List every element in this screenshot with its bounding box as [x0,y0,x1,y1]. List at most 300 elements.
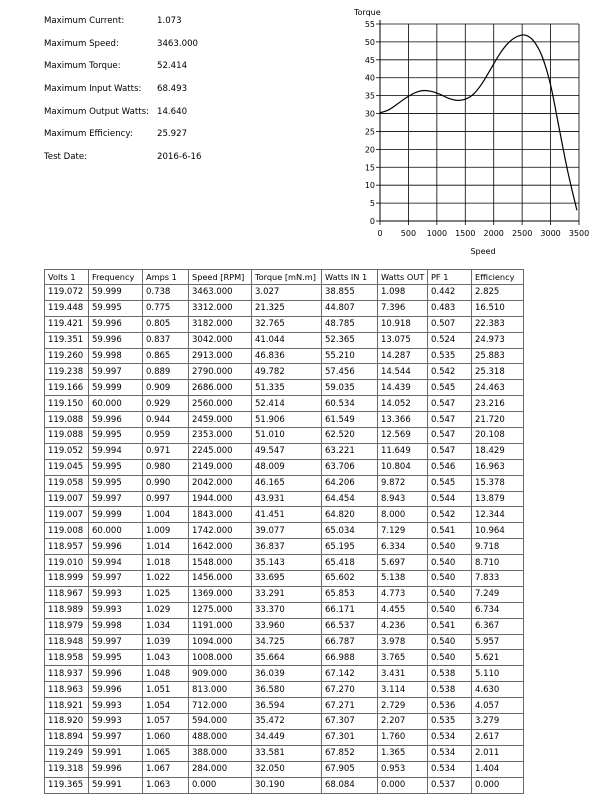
summary-row-max-output-watts [44,101,284,124]
table-cell: 0.535 [428,714,472,730]
table-cell: 67.905 [322,761,378,777]
y-tick-label: 5 [369,199,375,209]
table-cell: 0.775 [143,300,189,316]
table-cell: 59.993 [89,602,143,618]
table-cell: 48.785 [322,316,378,332]
table-row [45,666,524,682]
table-cell: 2353.000 [189,428,252,444]
table-cell: 59.991 [89,777,143,793]
table-cell: 36.837 [252,539,322,555]
table-cell: 119.058 [45,475,89,491]
table-cell: 35.472 [252,714,322,730]
table-cell: 59.993 [89,698,143,714]
x-tick-label: 1500 [455,229,476,238]
table-cell: 51.906 [252,412,322,428]
table-cell: 119.249 [45,745,89,761]
table-cell: 14.544 [378,364,428,380]
table-cell: 52.414 [252,396,322,412]
table-cell: 118.957 [45,539,89,555]
table-cell: 1.043 [143,650,189,666]
table-cell: 7.396 [378,300,428,316]
y-tick-label: 55 [364,20,375,29]
table-cell: 59.993 [89,586,143,602]
table-cell: 388.000 [189,745,252,761]
table-cell: 43.931 [252,491,322,507]
table-cell: 119.007 [45,507,89,523]
table-cell: 36.594 [252,698,322,714]
summary-value: 2016-6-16 [157,152,202,163]
table-cell: 1.057 [143,714,189,730]
table-cell: 118.979 [45,618,89,634]
table-cell: 0.535 [428,348,472,364]
table-cell: 0.545 [428,475,472,491]
table-cell: 59.995 [89,459,143,475]
table-cell: 119.072 [45,285,89,301]
column-header: Volts 1 [45,270,89,285]
column-header: Frequency [89,270,143,285]
table-cell: 118.958 [45,650,89,666]
table-cell: 59.995 [89,428,143,444]
column-header: PF 1 [428,270,472,285]
table-cell: 59.995 [89,650,143,666]
table-row [45,618,524,634]
table-cell: 12.569 [378,428,428,444]
table-cell: 0.541 [428,523,472,539]
table-cell: 2042.000 [189,475,252,491]
table-cell: 61.549 [322,412,378,428]
table-cell: 65.853 [322,586,378,602]
table-cell: 5.621 [472,650,524,666]
table-row [45,412,524,428]
table-cell: 59.993 [89,714,143,730]
summary-label: Maximum Speed: [44,38,119,49]
table-cell: 22.383 [472,316,524,332]
table-row [45,523,524,539]
table-cell: 5.110 [472,666,524,682]
x-tick-label: 3500 [568,229,590,238]
table-row [45,634,524,650]
table-cell: 13.879 [472,491,524,507]
table-cell: 14.287 [378,348,428,364]
table-cell: 0.538 [428,666,472,682]
table-row [45,571,524,587]
table-cell: 0.929 [143,396,189,412]
table-cell: 8.943 [378,491,428,507]
table-cell: 51.010 [252,428,322,444]
table-row [45,348,524,364]
table-cell: 60.534 [322,396,378,412]
table-row [45,539,524,555]
table-cell: 118.948 [45,634,89,650]
table-cell: 6.334 [378,539,428,555]
table-cell: 0.837 [143,332,189,348]
table-cell: 32.765 [252,316,322,332]
table-cell: 18.429 [472,443,524,459]
table-cell: 119.088 [45,412,89,428]
table-cell: 64.206 [322,475,378,491]
table-cell: 49.547 [252,443,322,459]
table-cell: 1.067 [143,761,189,777]
table-cell: 0.534 [428,745,472,761]
table-cell: 14.052 [378,396,428,412]
table-cell: 119.238 [45,364,89,380]
table-cell: 119.260 [45,348,89,364]
table-cell: 2459.000 [189,412,252,428]
table-row [45,729,524,745]
table-cell: 0.538 [428,682,472,698]
table-cell: 1.098 [378,285,428,301]
table-row [45,777,524,793]
x-tick-label: 3000 [540,229,561,238]
y-tick-label: 50 [364,37,375,47]
table-cell: 13.075 [378,332,428,348]
table-cell: 1843.000 [189,507,252,523]
table-cell: 1.365 [378,745,428,761]
table-cell: 2.617 [472,729,524,745]
table-cell: 65.195 [322,539,378,555]
x-tick-label: 0 [377,229,383,238]
table-cell: 0.959 [143,428,189,444]
table-cell: 34.449 [252,729,322,745]
table-cell: 1.063 [143,777,189,793]
table-cell: 1191.000 [189,618,252,634]
summary-label: Maximum Input Watts: [44,84,142,95]
table-cell: 13.366 [378,412,428,428]
table-cell: 0.507 [428,316,472,332]
table-row [45,380,524,396]
chart-ticks [365,20,589,238]
summary-value: 25.927 [157,129,188,140]
table-cell: 3.978 [378,634,428,650]
table-cell: 67.271 [322,698,378,714]
table-cell: 3182.000 [189,316,252,332]
table-cell: 65.418 [322,555,378,571]
table-cell: 32.050 [252,761,322,777]
table-cell: 7.249 [472,586,524,602]
summary-value: 3463.000 [157,38,199,49]
y-tick-label: 0 [369,217,375,226]
table-cell: 5.697 [378,555,428,571]
table-cell: 2.011 [472,745,524,761]
x-axis-label: Speed [470,247,496,256]
summary-value: 14.640 [157,106,188,117]
table-row [45,475,524,491]
table-cell: 2913.000 [189,348,252,364]
table-cell: 2149.000 [189,459,252,475]
table-cell: 16.963 [472,459,524,475]
table-cell: 66.537 [322,618,378,634]
summary-row-max-speed [44,33,284,56]
table-cell: 59.997 [89,634,143,650]
table-cell: 4.630 [472,682,524,698]
table-cell: 594.000 [189,714,252,730]
table-cell: 63.706 [322,459,378,475]
table-cell: 0.000 [472,777,524,793]
table-cell: 4.773 [378,586,428,602]
x-tick-label: 1000 [426,229,448,238]
table-cell: 59.994 [89,443,143,459]
table-cell: 119.421 [45,316,89,332]
table-cell: 0.542 [428,507,472,523]
summary-panel [44,10,284,169]
table-cell: 15.378 [472,475,524,491]
column-header: Torque [mN.m] [252,270,322,285]
table-cell: 25.318 [472,364,524,380]
table-cell: 59.996 [89,666,143,682]
table-cell: 5.957 [472,634,524,650]
summary-value: 52.414 [157,61,188,72]
table-row [45,459,524,475]
table-cell: 119.008 [45,523,89,539]
table-cell: 0.805 [143,316,189,332]
y-tick-label: 45 [364,55,375,65]
table-cell: 0.738 [143,285,189,301]
table-row [45,300,524,316]
chart-grid [380,24,579,221]
table-cell: 59.996 [89,316,143,332]
table-cell: 119.351 [45,332,89,348]
table-cell: 35.664 [252,650,322,666]
table-cell: 0.889 [143,364,189,380]
table-cell: 1.029 [143,602,189,618]
table-cell: 2790.000 [189,364,252,380]
table-cell: 64.454 [322,491,378,507]
table-cell: 66.988 [322,650,378,666]
table-cell: 48.009 [252,459,322,475]
table-cell: 3.765 [378,650,428,666]
table-cell: 59.035 [322,380,378,396]
table-cell: 119.365 [45,777,89,793]
table-row [45,396,524,412]
table-row [45,316,524,332]
table-cell: 119.150 [45,396,89,412]
table-cell: 59.999 [89,507,143,523]
table-cell: 1008.000 [189,650,252,666]
y-tick-label: 25 [364,127,375,137]
table-cell: 909.000 [189,666,252,682]
table-cell: 0.540 [428,650,472,666]
table-cell: 35.143 [252,555,322,571]
table-cell: 1.022 [143,571,189,587]
table-cell: 25.883 [472,348,524,364]
table-cell: 0.547 [428,428,472,444]
table-cell: 41.451 [252,507,322,523]
table-cell: 36.039 [252,666,322,682]
table-cell: 33.960 [252,618,322,634]
table-cell: 0.540 [428,586,472,602]
table-cell: 55.210 [322,348,378,364]
table-cell: 4.057 [472,698,524,714]
table-cell: 24.973 [472,332,524,348]
table-cell: 24.463 [472,380,524,396]
table-row [45,586,524,602]
y-tick-label: 35 [364,91,375,101]
table-cell: 0.545 [428,380,472,396]
table-cell: 0.542 [428,364,472,380]
y-tick-label: 10 [364,181,375,191]
table-cell: 8.000 [378,507,428,523]
table-cell: 59.999 [89,380,143,396]
table-cell: 119.166 [45,380,89,396]
table-cell: 5.138 [378,571,428,587]
table-cell: 0.944 [143,412,189,428]
chart-series [380,35,577,210]
table-cell: 65.034 [322,523,378,539]
chart-axes [380,20,579,221]
table-cell: 62.520 [322,428,378,444]
table-cell: 2686.000 [189,380,252,396]
table-row [45,602,524,618]
table-row [45,698,524,714]
table-cell: 59.996 [89,332,143,348]
table-cell: 10.964 [472,523,524,539]
table-cell: 0.547 [428,443,472,459]
table-cell: 7.129 [378,523,428,539]
table-cell: 118.967 [45,586,89,602]
table-row [45,761,524,777]
table-cell: 4.455 [378,602,428,618]
table-cell: 57.456 [322,364,378,380]
summary-value: 1.073 [157,16,182,26]
table-cell: 0.540 [428,555,472,571]
table-cell: 59.997 [89,491,143,507]
table-cell: 118.937 [45,666,89,682]
table-cell: 0.000 [378,777,428,793]
table-cell: 0.534 [428,761,472,777]
table-cell: 284.000 [189,761,252,777]
table-cell: 1742.000 [189,523,252,539]
table-cell: 0.990 [143,475,189,491]
summary-row-max-torque [44,55,284,78]
table-cell: 52.365 [322,332,378,348]
table-cell: 0.865 [143,348,189,364]
table-body [45,285,524,794]
table-cell: 59.994 [89,555,143,571]
table-cell: 0.000 [189,777,252,793]
table-cell: 21.325 [252,300,322,316]
column-header: Amps 1 [143,270,189,285]
column-header: Efficiency [472,270,524,285]
table-cell: 1275.000 [189,602,252,618]
y-tick-label: 20 [364,145,375,155]
table-cell: 0.540 [428,634,472,650]
data-table [44,269,524,794]
y-tick-label: 40 [364,73,375,83]
table-cell: 65.602 [322,571,378,587]
table-cell: 1.048 [143,666,189,682]
torque-curve-line [380,35,577,210]
table-cell: 59.996 [89,682,143,698]
table-cell: 0.442 [428,285,472,301]
summary-label: Maximum Current: [44,16,125,26]
table-cell: 2560.000 [189,396,252,412]
table-cell: 7.833 [472,571,524,587]
table-cell: 64.820 [322,507,378,523]
table-row [45,428,524,444]
table-cell: 813.000 [189,682,252,698]
table-row [45,745,524,761]
table-cell: 1.054 [143,698,189,714]
table-cell: 30.190 [252,777,322,793]
table-cell: 59.997 [89,729,143,745]
table-cell: 1642.000 [189,539,252,555]
table-cell: 119.007 [45,491,89,507]
table-header-row [45,270,524,285]
table-cell: 118.999 [45,571,89,587]
table-cell: 49.782 [252,364,322,380]
table-cell: 66.787 [322,634,378,650]
summary-row-max-input-watts [44,78,284,101]
table-cell: 1.018 [143,555,189,571]
table-cell: 1.039 [143,634,189,650]
table-cell: 16.510 [472,300,524,316]
table-cell: 1.034 [143,618,189,634]
table-cell: 59.997 [89,571,143,587]
table-cell: 1.760 [378,729,428,745]
torque-speed-chart [350,2,600,257]
table-cell: 59.996 [89,761,143,777]
table-cell: 60.000 [89,396,143,412]
table-cell: 67.852 [322,745,378,761]
column-header: Watts OUT [378,270,428,285]
table-cell: 0.971 [143,443,189,459]
table-cell: 59.997 [89,364,143,380]
summary-label: Maximum Efficiency: [44,129,133,140]
table-cell: 3042.000 [189,332,252,348]
table-cell: 0.953 [378,761,428,777]
table-cell: 51.335 [252,380,322,396]
table-cell: 33.291 [252,586,322,602]
table-cell: 1456.000 [189,571,252,587]
summary-row-max-current [44,10,284,33]
table-cell: 712.000 [189,698,252,714]
table-cell: 0.536 [428,698,472,714]
y-tick-label: 15 [364,163,375,173]
table-cell: 2.825 [472,285,524,301]
table-cell: 44.807 [322,300,378,316]
table-cell: 59.998 [89,348,143,364]
table-cell: 1.025 [143,586,189,602]
table-cell: 1.009 [143,523,189,539]
table-cell: 1.051 [143,682,189,698]
table-cell: 119.448 [45,300,89,316]
table-cell: 0.540 [428,571,472,587]
table-row [45,285,524,301]
column-header: Watts IN 1 [322,270,378,285]
table-cell: 3312.000 [189,300,252,316]
table-cell: 118.963 [45,682,89,698]
table-cell: 59.995 [89,475,143,491]
summary-label: Maximum Output Watts: [44,106,149,117]
table-cell: 1369.000 [189,586,252,602]
table-row [45,364,524,380]
table-cell: 21.720 [472,412,524,428]
table-cell: 0.540 [428,602,472,618]
table-cell: 59.998 [89,618,143,634]
table-cell: 68.084 [322,777,378,793]
table-row [45,332,524,348]
table-cell: 3.431 [378,666,428,682]
table-cell: 0.546 [428,459,472,475]
table-cell: 0.540 [428,539,472,555]
table-cell: 6.367 [472,618,524,634]
table-row [45,555,524,571]
table-cell: 1.060 [143,729,189,745]
table-cell: 8.710 [472,555,524,571]
table-row [45,714,524,730]
table-cell: 46.165 [252,475,322,491]
table-cell: 119.088 [45,428,89,444]
